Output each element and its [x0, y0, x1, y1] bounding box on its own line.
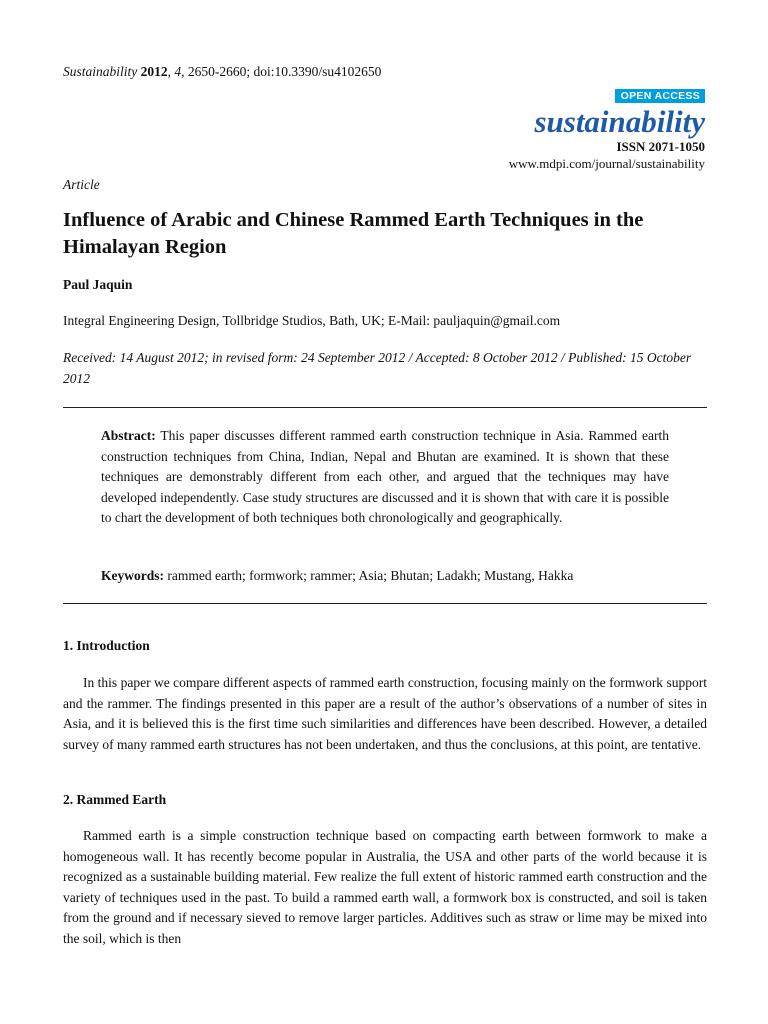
issn: ISSN 2071-1050	[616, 139, 705, 154]
keywords	[101, 566, 669, 586]
journal-url[interactable]: www.mdpi.com/journal/sustainability	[508, 156, 705, 171]
paragraph-rammed-earth: Rammed earth is a simple construction technique based on compacting earth between formwork to make a homogeneous wall. It has recently become popular in Australia, the USA and other parts of the world because it is recognized as a sustainable building material. Few realize the full extent of historic rammed earth construction and the variety of techniques used in the past. To build a rammed earth wall, a formwork box is constructed, and soil is taken from the ground and if necessary sieved to remove larger particles. Additives such as straw or lime may be mixed into the soil, which is then	[63, 828, 707, 946]
abstract-label: Abstract:	[101, 428, 156, 443]
journal-ref-year: 2012	[140, 64, 168, 79]
abstract-bottom-rule	[63, 603, 707, 604]
section-heading-rammed-earth: 2. Rammed Earth	[63, 792, 167, 807]
open-access-badge: OPEN ACCESS	[615, 89, 705, 103]
keywords-label: Keywords:	[101, 568, 164, 583]
author-affiliation: Integral Engineering Design, Tollbridge Studios, Bath, UK; E-Mail: pauljaquin@gmail.com	[63, 313, 561, 328]
abstract-top-rule	[63, 407, 707, 408]
journal-ref-pages-doi: , 2650-2660; doi:10.3390/su4102650	[181, 64, 382, 79]
keywords-text: rammed earth; formwork; rammer; Asia; Bhutan; Ladakh; Mustang, Hakka	[167, 568, 574, 583]
journal-ref-name: Sustainability	[63, 64, 138, 79]
publication-dates: Received: 14 August 2012; in revised form: 24 September 2012 / Accepted: 8 October 2012 / Published: 15 October 2012	[63, 350, 692, 386]
article-type: Article	[63, 177, 100, 192]
abstract	[101, 426, 669, 529]
journal-reference: Sustainability 2012, 4, 2650-2660; doi:10.3390/su4102650	[63, 64, 382, 79]
section-heading-introduction: 1. Introduction	[63, 638, 150, 653]
author-name: Paul Jaquin	[63, 277, 133, 292]
article-title: Influence of Arabic and Chinese Rammed Earth Techniques in the Himalayan Region	[63, 209, 644, 258]
journal-ref-volume: 4	[174, 64, 182, 79]
journal-brand-block	[509, 86, 705, 172]
paragraph-introduction: In this paper we compare different aspects of rammed earth construction, focusing mainly on the formwork support and the rammer. The findings presented in this paper are a result of the author’s observations of a number of sites in Asia, and it is believed this is the first time such similarities and differences have been described. However, a detailed survey of many rammed earth structures has not been undertaken, and thus the conclusions, at this point, are tentative.	[63, 675, 707, 752]
abstract-text: This paper discusses different rammed earth construction technique in Asia. Rammed earth construction techniques from China, Indian, Nepal and Bhutan are examined. It is shown that these techniques are demonstrably different from each other, and argued that the techniques may have developed independently. Case study structures are discussed and it is shown that with care it is possible to chart the development of both techniques both chronologically and geographically.	[101, 428, 669, 525]
journal-logo-name: sustainability	[534, 104, 705, 139]
